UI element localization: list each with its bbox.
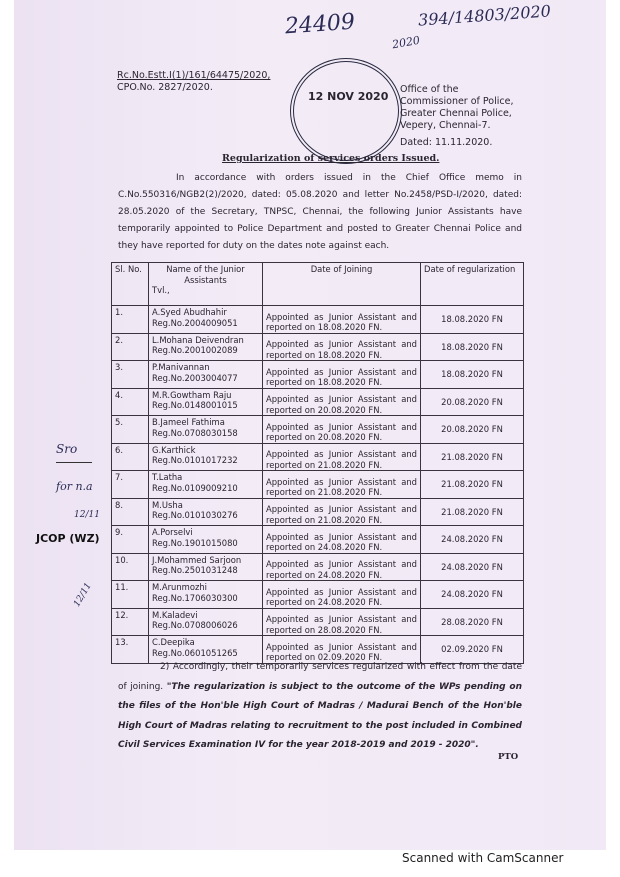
assistant-name: M.Arunmozhi bbox=[152, 582, 207, 592]
reg-number: Reg.No.1901015080 bbox=[152, 537, 238, 548]
header-name-label: Name of the Junior Assistants bbox=[166, 264, 245, 285]
cell-name bbox=[149, 471, 263, 499]
reg-number: Reg.No.2501031248 bbox=[152, 565, 238, 575]
margin-note-date: 12/11 bbox=[74, 510, 100, 520]
margin-initials-date: 12/11 bbox=[72, 581, 94, 609]
office-address bbox=[400, 84, 513, 132]
assistant-name: M.R.Gowtham Raju bbox=[152, 389, 232, 400]
assistant-name: M.Kaladevi bbox=[152, 609, 198, 620]
stamp-date: 12 NOV 2020 bbox=[308, 90, 389, 103]
cell-sl: 12. bbox=[112, 608, 149, 636]
header-tvl: Tvl., bbox=[152, 285, 170, 295]
cell-regularization-date: 02.09.2020 FN bbox=[421, 636, 524, 664]
table-row bbox=[112, 306, 524, 334]
reg-number: Reg.No.0148001015 bbox=[152, 400, 238, 410]
reg-number: Reg.No.0601051265 bbox=[152, 647, 238, 658]
cell-name bbox=[149, 498, 263, 526]
reg-number: Reg.No.2003004077 bbox=[152, 372, 238, 383]
table-row bbox=[112, 333, 524, 361]
table-row bbox=[112, 498, 524, 526]
assistant-name: L.Mohana Deivendran bbox=[152, 334, 244, 345]
paragraph-2 bbox=[118, 658, 522, 756]
cell-sl: 13. bbox=[112, 636, 149, 664]
table-row bbox=[112, 361, 524, 389]
assistant-name: T.Latha bbox=[152, 472, 183, 482]
cell-regularization-date: 21.08.2020 FN bbox=[421, 443, 524, 471]
reg-number: Reg.No.2004009051 bbox=[152, 317, 238, 328]
assistant-name: J.Mohammed Sarjoon bbox=[152, 554, 242, 565]
cell-name bbox=[149, 526, 263, 554]
cell-joining: Appointed as Junior Assistant and reported on 20.08.2020 FN. bbox=[263, 416, 421, 444]
handwritten-year: 2020 bbox=[391, 33, 421, 52]
assistant-name: B.Jameel Fathima bbox=[152, 417, 225, 427]
table-row bbox=[112, 608, 524, 636]
header-sl-no: Sl. No. bbox=[112, 263, 149, 306]
cell-sl: 7. bbox=[112, 471, 149, 499]
cell-regularization-date: 18.08.2020 FN bbox=[421, 306, 524, 334]
cell-joining: Appointed as Junior Assistant and reported on 20.08.2020 FN. bbox=[263, 388, 421, 416]
paragraph-1 bbox=[118, 170, 522, 255]
cell-sl: 3. bbox=[112, 361, 149, 389]
cell-joining: Appointed as Junior Assistant and reported on 24.08.2020 FN. bbox=[263, 581, 421, 609]
cell-regularization-date: 28.08.2020 FN bbox=[421, 608, 524, 636]
reg-number: Reg.No.1706030300 bbox=[152, 592, 238, 603]
reg-number: Reg.No.0708006026 bbox=[152, 620, 238, 630]
cell-sl: 4. bbox=[112, 388, 149, 416]
cell-joining: Appointed as Junior Assistant and reported on 18.08.2020 FN. bbox=[263, 361, 421, 389]
reference-number: Rc.No.Estt.I(1)/161/64475/2020, bbox=[117, 70, 271, 81]
paragraph-1-text: In accordance with orders issued in the Chief Office memo in C.No.550316/NGB2(2)/2020, dated: 05.08.2020 and letter No.2458/PSD-I/2020, dated: 28.05.2020 of the Secretary, TNPSC, Chennai, the following Junior Assistants have temporarily appointed to Police Department and posted to Greater Chennai Police and they have reported for duty on the dates note against each. bbox=[118, 173, 522, 251]
pto-label: PTO bbox=[498, 752, 519, 762]
document-date: Dated: 11.11.2020. bbox=[400, 137, 493, 148]
table-row bbox=[112, 443, 524, 471]
assistant-name: C.Deepika bbox=[152, 637, 195, 647]
office-line: Greater Chennai Police, bbox=[400, 108, 512, 119]
cell-name bbox=[149, 581, 263, 609]
header-name bbox=[149, 263, 263, 306]
cell-name bbox=[149, 306, 263, 334]
reg-number: Reg.No.0101017232 bbox=[152, 455, 238, 465]
cell-name bbox=[149, 443, 263, 471]
cell-joining: Appointed as Junior Assistant and reported on 21.08.2020 FN. bbox=[263, 498, 421, 526]
reg-number: Reg.No.0109009210 bbox=[152, 482, 238, 493]
assistant-name: G.Karthick bbox=[152, 444, 196, 455]
cell-joining: Appointed as Junior Assistant and reported on 24.08.2020 FN. bbox=[263, 526, 421, 554]
office-line: Vepery, Chennai-7. bbox=[400, 120, 491, 131]
subject-heading: Regularization of services orders Issued. bbox=[222, 153, 440, 164]
reg-number: Reg.No.0101030276 bbox=[152, 510, 238, 520]
table-row bbox=[112, 526, 524, 554]
cell-joining: Appointed as Junior Assistant and reported on 21.08.2020 FN. bbox=[263, 471, 421, 499]
cell-regularization-date: 24.08.2020 FN bbox=[421, 581, 524, 609]
cell-joining: Appointed as Junior Assistant and reported on 24.08.2020 FN. bbox=[263, 553, 421, 581]
margin-note-sro: Sro bbox=[56, 442, 78, 456]
jcop-stamp: JCOP (WZ) bbox=[36, 532, 100, 545]
cell-regularization-date: 24.08.2020 FN bbox=[421, 526, 524, 554]
handwritten-file-number: 394/14803/2020 bbox=[417, 1, 552, 30]
cell-sl: 6. bbox=[112, 443, 149, 471]
cell-joining: Appointed as Junior Assistant and reported on 02.09.2020 FN. bbox=[263, 636, 421, 664]
office-line: Office of the bbox=[400, 84, 459, 95]
cell-sl: 2. bbox=[112, 333, 149, 361]
cell-sl: 5. bbox=[112, 416, 149, 444]
table-row bbox=[112, 388, 524, 416]
handwritten-inward-number: 24409 bbox=[284, 9, 356, 40]
cell-regularization-date: 24.08.2020 FN bbox=[421, 553, 524, 581]
assistant-name: M.Usha bbox=[152, 499, 183, 510]
office-line: Commissioner of Police, bbox=[400, 96, 514, 107]
cell-regularization-date: 20.08.2020 FN bbox=[421, 388, 524, 416]
cell-regularization-date: 18.08.2020 FN bbox=[421, 361, 524, 389]
cell-joining: Appointed as Junior Assistant and reported on 28.08.2020 FN. bbox=[263, 608, 421, 636]
table-row bbox=[112, 553, 524, 581]
cpo-number: CPO.No. 2827/2020. bbox=[117, 82, 213, 93]
office-seal-stamp bbox=[290, 58, 402, 164]
paragraph-2-quote: "The regularization is subject to the outcome of the WPs pending on the files of the Hon'ble High Court of Madras / Madurai Bench of the Hon'ble High Court of Madras relating to recruitment to the post included in Combined Civil Services Examination IV for the year 2018-2019 and 2019 - 2020". bbox=[118, 681, 522, 750]
cell-sl: 8. bbox=[112, 498, 149, 526]
reg-number: Reg.No.2001002089 bbox=[152, 345, 238, 355]
cell-name bbox=[149, 388, 263, 416]
reference-block bbox=[117, 70, 270, 94]
paragraph-2-lead: 2) Accordingly, their temporarily services regularized with effect from the date of joining. bbox=[118, 662, 522, 692]
margin-divider bbox=[56, 462, 92, 463]
cell-name bbox=[149, 416, 263, 444]
reg-number: Reg.No.0708030158 bbox=[152, 427, 238, 438]
cell-joining: Appointed as Junior Assistant and reported on 21.08.2020 FN. bbox=[263, 443, 421, 471]
cell-regularization-date: 21.08.2020 FN bbox=[421, 471, 524, 499]
margin-note-for: for n.a bbox=[56, 480, 93, 493]
table-row bbox=[112, 581, 524, 609]
cell-sl: 10. bbox=[112, 553, 149, 581]
assistant-name: A.Syed Abudhahir bbox=[152, 307, 227, 317]
camscanner-footer: Scanned with CamScanner bbox=[402, 851, 564, 865]
assistant-name: A.Porselvi bbox=[152, 527, 193, 537]
header-date-joining: Date of Joining bbox=[263, 263, 421, 306]
header-date-regularization: Date of regularization bbox=[421, 263, 524, 306]
assistant-name: P.Manivannan bbox=[152, 362, 210, 372]
cell-sl: 11. bbox=[112, 581, 149, 609]
appointments-table bbox=[111, 262, 524, 664]
cell-name bbox=[149, 361, 263, 389]
cell-regularization-date: 20.08.2020 FN bbox=[421, 416, 524, 444]
cell-sl: 1. bbox=[112, 306, 149, 334]
cell-name bbox=[149, 333, 263, 361]
cell-joining: Appointed as Junior Assistant and reported on 18.08.2020 FN. bbox=[263, 306, 421, 334]
cell-name bbox=[149, 608, 263, 636]
cell-sl: 9. bbox=[112, 526, 149, 554]
cell-joining: Appointed as Junior Assistant and reported on 18.08.2020 FN. bbox=[263, 333, 421, 361]
cell-name bbox=[149, 553, 263, 581]
cell-regularization-date: 21.08.2020 FN bbox=[421, 498, 524, 526]
table-row bbox=[112, 471, 524, 499]
cell-regularization-date: 18.08.2020 FN bbox=[421, 333, 524, 361]
table-row bbox=[112, 416, 524, 444]
